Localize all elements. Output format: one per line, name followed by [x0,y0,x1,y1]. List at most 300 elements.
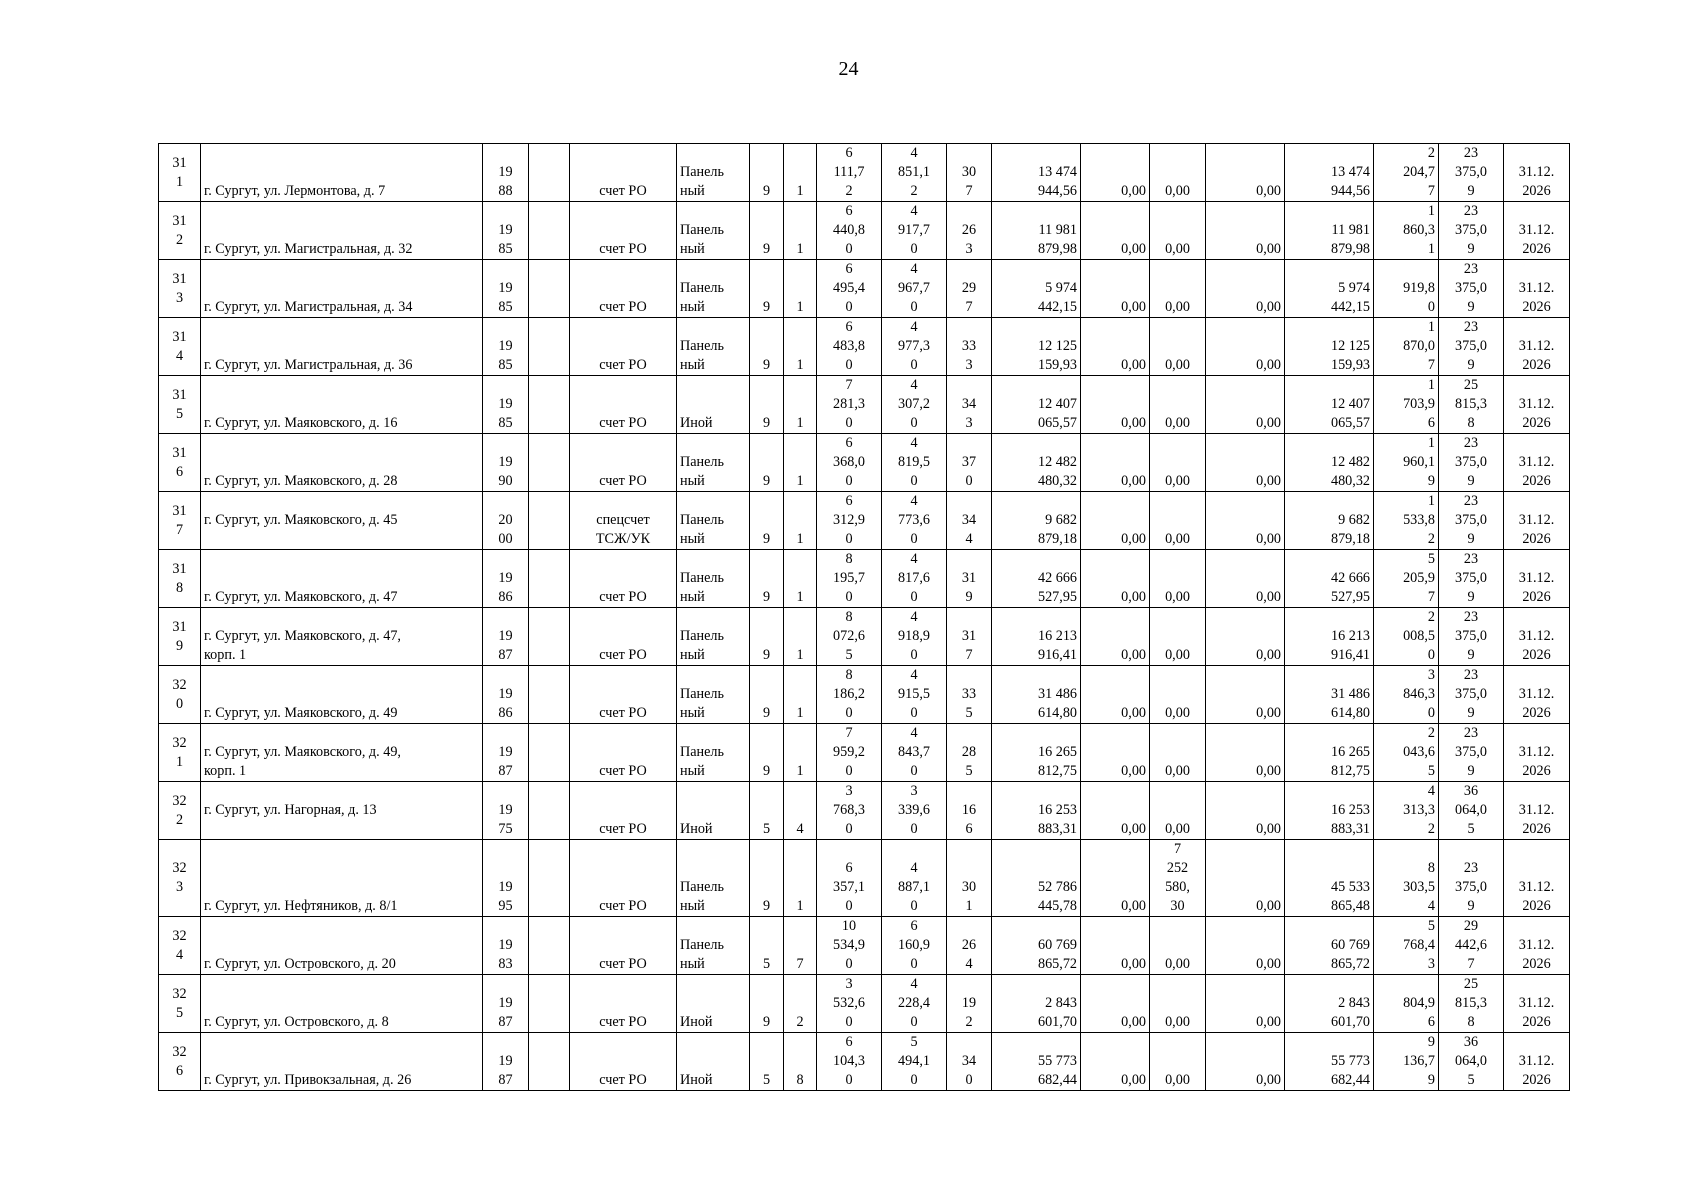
cost-fund-3: 0,00 [1206,202,1285,260]
cost-limit: 23 375,0 9 [1439,840,1504,917]
total-area: 8 186,2 0 [817,666,882,724]
address: г. Сургут, ул. Маяковского, д. 49 [201,666,483,724]
living-area: 4 819,5 0 [882,434,947,492]
cost-total: 9 682 879,18 [992,492,1081,550]
deadline: 31.12. 2026 [1504,376,1570,434]
cost-limit: 23 375,0 9 [1439,434,1504,492]
cost-owners: 11 981 879,98 [1285,202,1374,260]
address: г. Сургут, ул. Островского, д. 8 [201,975,483,1033]
cost-owners: 16 213 916,41 [1285,608,1374,666]
residents: 33 3 [947,318,992,376]
wall-material: Панель ный [677,144,750,202]
cost-limit: 23 375,0 9 [1439,144,1504,202]
empty-cell [529,666,570,724]
deadline: 31.12. 2026 [1504,1033,1570,1091]
year-built: 19 86 [483,550,529,608]
row-number: 31 7 [159,492,201,550]
row-number: 31 5 [159,376,201,434]
wall-material: Иной [677,782,750,840]
floors: 9 [750,666,784,724]
entrances: 1 [784,202,817,260]
living-area: 4 917,7 0 [882,202,947,260]
specific-cost: 1 960,1 9 [1374,434,1439,492]
cost-owners: 16 253 883,31 [1285,782,1374,840]
year-built: 19 87 [483,724,529,782]
year-built: 19 85 [483,318,529,376]
total-area: 6 368,0 0 [817,434,882,492]
cost-total: 31 486 614,80 [992,666,1081,724]
deadline: 31.12. 2026 [1504,492,1570,550]
entrances: 1 [784,318,817,376]
year-built: 19 87 [483,975,529,1033]
deadline: 31.12. 2026 [1504,782,1570,840]
living-area: 4 915,5 0 [882,666,947,724]
empty-cell [529,318,570,376]
floors: 9 [750,434,784,492]
cost-fund-3: 0,00 [1206,975,1285,1033]
floors: 5 [750,917,784,975]
address: г. Сургут, ул. Маяковского, д. 16 [201,376,483,434]
cost-fund-2: 0,00 [1150,550,1206,608]
cost-limit: 23 375,0 9 [1439,550,1504,608]
cost-limit: 23 375,0 9 [1439,202,1504,260]
residents: 31 9 [947,550,992,608]
deadline: 31.12. 2026 [1504,318,1570,376]
row-number: 31 4 [159,318,201,376]
specific-cost: 9 136,7 9 [1374,1033,1439,1091]
cost-owners: 12 125 159,93 [1285,318,1374,376]
year-built: 19 85 [483,202,529,260]
floors: 9 [750,318,784,376]
residents: 30 7 [947,144,992,202]
empty-cell [529,144,570,202]
year-built: 19 90 [483,434,529,492]
year-built: 19 86 [483,666,529,724]
wall-material: Панель ный [677,666,750,724]
total-area: 6 104,3 0 [817,1033,882,1091]
wall-material: Панель ный [677,608,750,666]
total-area: 7 281,3 0 [817,376,882,434]
year-built: 20 00 [483,492,529,550]
cost-fund-1: 0,00 [1081,1033,1150,1091]
funding-method: счет РО [570,376,677,434]
residents: 30 1 [947,840,992,917]
total-area: 6 483,8 0 [817,318,882,376]
residents: 34 4 [947,492,992,550]
entrances: 1 [784,666,817,724]
living-area: 4 851,1 2 [882,144,947,202]
address: г. Сургут, ул. Маяковского, д. 28 [201,434,483,492]
cost-fund-3: 0,00 [1206,434,1285,492]
deadline: 31.12. 2026 [1504,724,1570,782]
cost-owners: 13 474 944,56 [1285,144,1374,202]
address: г. Сургут, ул. Островского, д. 20 [201,917,483,975]
page-number: 24 [838,58,859,80]
residents: 31 7 [947,608,992,666]
living-area: 6 160,9 0 [882,917,947,975]
cost-fund-2: 0,00 [1150,666,1206,724]
floors: 9 [750,840,784,917]
cost-fund-2: 0,00 [1150,975,1206,1033]
floors: 9 [750,202,784,260]
funding-method: счет РО [570,608,677,666]
living-area: 4 307,2 0 [882,376,947,434]
funding-method: счет РО [570,434,677,492]
funding-method: счет РО [570,1033,677,1091]
registry-table [158,143,1570,1091]
funding-method: счет РО [570,975,677,1033]
cost-fund-1: 0,00 [1081,492,1150,550]
entrances: 2 [784,975,817,1033]
address: г. Сургут, ул. Лермонтова, д. 7 [201,144,483,202]
address: г. Сургут, ул. Маяковского, д. 49, корп. 1 [201,724,483,782]
empty-cell [529,434,570,492]
residents: 34 3 [947,376,992,434]
floors: 9 [750,144,784,202]
cost-fund-3: 0,00 [1206,917,1285,975]
cost-fund-3: 0,00 [1206,782,1285,840]
entrances: 7 [784,917,817,975]
address: г. Сургут, ул. Маяковского, д. 47, корп. 1 [201,608,483,666]
cost-owners: 16 265 812,75 [1285,724,1374,782]
entrances: 8 [784,1033,817,1091]
deadline: 31.12. 2026 [1504,666,1570,724]
specific-cost: 5 205,9 7 [1374,550,1439,608]
floors: 9 [750,492,784,550]
wall-material: Панель ный [677,550,750,608]
living-area: 4 977,3 0 [882,318,947,376]
living-area: 4 817,6 0 [882,550,947,608]
wall-material: Панель ный [677,840,750,917]
total-area: 8 195,7 0 [817,550,882,608]
table-row [159,782,1570,840]
address: г. Сургут, ул. Магистральная, д. 34 [201,260,483,318]
cost-total: 5 974 442,15 [992,260,1081,318]
residents: 28 5 [947,724,992,782]
empty-cell [529,550,570,608]
total-area: 3 532,6 0 [817,975,882,1033]
total-area: 6 357,1 0 [817,840,882,917]
living-area: 4 918,9 0 [882,608,947,666]
cost-limit: 23 375,0 9 [1439,608,1504,666]
cost-fund-2: 0,00 [1150,608,1206,666]
cost-owners: 9 682 879,18 [1285,492,1374,550]
table-row [159,550,1570,608]
cost-fund-1: 0,00 [1081,782,1150,840]
living-area: 4 887,1 0 [882,840,947,917]
residents: 34 0 [947,1033,992,1091]
table-row [159,318,1570,376]
wall-material: Панель ный [677,917,750,975]
cost-limit: 23 375,0 9 [1439,492,1504,550]
cost-owners: 12 482 480,32 [1285,434,1374,492]
entrances: 1 [784,376,817,434]
cost-fund-2: 0,00 [1150,917,1206,975]
deadline: 31.12. 2026 [1504,144,1570,202]
residents: 26 4 [947,917,992,975]
cost-owners: 60 769 865,72 [1285,917,1374,975]
row-number: 31 8 [159,550,201,608]
floors: 9 [750,975,784,1033]
entrances: 1 [784,492,817,550]
cost-owners: 31 486 614,80 [1285,666,1374,724]
year-built: 19 87 [483,608,529,666]
specific-cost: 4 313,3 2 [1374,782,1439,840]
cost-total: 12 125 159,93 [992,318,1081,376]
cost-total: 16 213 916,41 [992,608,1081,666]
year-built: 19 75 [483,782,529,840]
wall-material: Панель ный [677,434,750,492]
empty-cell [529,260,570,318]
row-number: 31 2 [159,202,201,260]
funding-method: счет РО [570,144,677,202]
empty-cell [529,975,570,1033]
specific-cost: 2 204,7 7 [1374,144,1439,202]
floors: 9 [750,608,784,666]
empty-cell [529,782,570,840]
entrances: 1 [784,608,817,666]
wall-material: Панель ный [677,492,750,550]
cost-fund-3: 0,00 [1206,144,1285,202]
living-area: 3 339,6 0 [882,782,947,840]
deadline: 31.12. 2026 [1504,434,1570,492]
cost-owners: 12 407 065,57 [1285,376,1374,434]
cost-fund-2: 0,00 [1150,376,1206,434]
cost-fund-2: 0,00 [1150,318,1206,376]
living-area: 4 967,7 0 [882,260,947,318]
specific-cost: 3 846,3 0 [1374,666,1439,724]
total-area: 6 440,8 0 [817,202,882,260]
residents: 33 5 [947,666,992,724]
wall-material: Панель ный [677,202,750,260]
address: г. Сургут, ул. Маяковского, д. 47 [201,550,483,608]
deadline: 31.12. 2026 [1504,202,1570,260]
residents: 19 2 [947,975,992,1033]
address: г. Сургут, ул. Маяковского, д. 45 [201,492,483,550]
specific-cost: 804,9 6 [1374,975,1439,1033]
cost-fund-1: 0,00 [1081,202,1150,260]
address: г. Сургут, ул. Нефтяников, д. 8/1 [201,840,483,917]
specific-cost: 1 860,3 1 [1374,202,1439,260]
address: г. Сургут, ул. Магистральная, д. 36 [201,318,483,376]
address: г. Сургут, ул. Нагорная, д. 13 [201,782,483,840]
cost-total: 16 253 883,31 [992,782,1081,840]
cost-fund-3: 0,00 [1206,724,1285,782]
residents: 16 6 [947,782,992,840]
row-number: 32 2 [159,782,201,840]
row-number: 32 4 [159,917,201,975]
deadline: 31.12. 2026 [1504,608,1570,666]
row-number: 31 6 [159,434,201,492]
total-area: 10 534,9 0 [817,917,882,975]
cost-limit: 23 375,0 9 [1439,318,1504,376]
floors: 9 [750,550,784,608]
cost-fund-2: 0,00 [1150,144,1206,202]
row-number: 31 1 [159,144,201,202]
table-row [159,917,1570,975]
row-number: 32 3 [159,840,201,917]
entrances: 4 [784,782,817,840]
specific-cost: 1 870,0 7 [1374,318,1439,376]
empty-cell [529,1033,570,1091]
cost-fund-3: 0,00 [1206,608,1285,666]
table-row [159,724,1570,782]
specific-cost: 8 303,5 4 [1374,840,1439,917]
specific-cost: 2 008,5 0 [1374,608,1439,666]
cost-limit: 29 442,6 7 [1439,917,1504,975]
empty-cell [529,840,570,917]
cost-owners: 45 533 865,48 [1285,840,1374,917]
empty-cell [529,724,570,782]
year-built: 19 85 [483,260,529,318]
floors: 5 [750,1033,784,1091]
cost-total: 12 482 480,32 [992,434,1081,492]
table-row [159,376,1570,434]
specific-cost: 1 533,8 2 [1374,492,1439,550]
total-area: 6 312,9 0 [817,492,882,550]
cost-total: 55 773 682,44 [992,1033,1081,1091]
cost-owners: 2 843 601,70 [1285,975,1374,1033]
total-area: 7 959,2 0 [817,724,882,782]
empty-cell [529,917,570,975]
cost-fund-2: 0,00 [1150,202,1206,260]
wall-material: Иной [677,376,750,434]
cost-fund-1: 0,00 [1081,260,1150,318]
cost-fund-1: 0,00 [1081,434,1150,492]
row-number: 32 5 [159,975,201,1033]
cost-fund-1: 0,00 [1081,318,1150,376]
funding-method: счет РО [570,724,677,782]
year-built: 19 83 [483,917,529,975]
table-row [159,840,1570,917]
specific-cost: 5 768,4 3 [1374,917,1439,975]
cost-fund-3: 0,00 [1206,1033,1285,1091]
cost-fund-3: 0,00 [1206,840,1285,917]
cost-limit: 25 815,3 8 [1439,975,1504,1033]
address: г. Сургут, ул. Привокзальная, д. 26 [201,1033,483,1091]
cost-total: 52 786 445,78 [992,840,1081,917]
cost-fund-3: 0,00 [1206,376,1285,434]
cost-fund-2: 0,00 [1150,492,1206,550]
empty-cell [529,492,570,550]
funding-method: счет РО [570,550,677,608]
table-row [159,144,1570,202]
table-row [159,260,1570,318]
wall-material: Панель ный [677,260,750,318]
funding-method: спецсчет ТСЖ/УК [570,492,677,550]
funding-method: счет РО [570,202,677,260]
address: г. Сургут, ул. Магистральная, д. 32 [201,202,483,260]
cost-total: 12 407 065,57 [992,376,1081,434]
row-number: 32 1 [159,724,201,782]
empty-cell [529,608,570,666]
living-area: 5 494,1 0 [882,1033,947,1091]
total-area: 6 495,4 0 [817,260,882,318]
cost-owners: 42 666 527,95 [1285,550,1374,608]
specific-cost: 919,8 0 [1374,260,1439,318]
cost-total: 13 474 944,56 [992,144,1081,202]
row-number: 31 3 [159,260,201,318]
table-row [159,492,1570,550]
cost-limit: 23 375,0 9 [1439,724,1504,782]
funding-method: счет РО [570,917,677,975]
cost-total: 16 265 812,75 [992,724,1081,782]
table-row [159,975,1570,1033]
entrances: 1 [784,144,817,202]
cost-fund-2: 0,00 [1150,260,1206,318]
cost-fund-3: 0,00 [1206,260,1285,318]
cost-fund-1: 0,00 [1081,666,1150,724]
deadline: 31.12. 2026 [1504,550,1570,608]
cost-fund-1: 0,00 [1081,840,1150,917]
entrances: 1 [784,550,817,608]
year-built: 19 88 [483,144,529,202]
cost-fund-1: 0,00 [1081,144,1150,202]
cost-fund-1: 0,00 [1081,550,1150,608]
total-area: 6 111,7 2 [817,144,882,202]
specific-cost: 2 043,6 5 [1374,724,1439,782]
deadline: 31.12. 2026 [1504,840,1570,917]
cost-fund-1: 0,00 [1081,608,1150,666]
wall-material: Панель ный [677,318,750,376]
row-number: 31 9 [159,608,201,666]
empty-cell [529,376,570,434]
funding-method: счет РО [570,260,677,318]
row-number: 32 0 [159,666,201,724]
living-area: 4 228,4 0 [882,975,947,1033]
cost-fund-3: 0,00 [1206,666,1285,724]
cost-total: 42 666 527,95 [992,550,1081,608]
cost-fund-1: 0,00 [1081,724,1150,782]
wall-material: Иной [677,1033,750,1091]
cost-fund-3: 0,00 [1206,492,1285,550]
residents: 29 7 [947,260,992,318]
floors: 5 [750,782,784,840]
funding-method: счет РО [570,318,677,376]
entrances: 1 [784,260,817,318]
entrances: 1 [784,840,817,917]
table-row [159,1033,1570,1091]
table-row [159,434,1570,492]
deadline: 31.12. 2026 [1504,917,1570,975]
cost-fund-2: 0,00 [1150,782,1206,840]
cost-owners: 55 773 682,44 [1285,1033,1374,1091]
cost-limit: 23 375,0 9 [1439,260,1504,318]
wall-material: Иной [677,975,750,1033]
deadline: 31.12. 2026 [1504,975,1570,1033]
cost-limit: 36 064,0 5 [1439,1033,1504,1091]
cost-total: 60 769 865,72 [992,917,1081,975]
cost-fund-3: 0,00 [1206,318,1285,376]
specific-cost: 1 703,9 6 [1374,376,1439,434]
floors: 9 [750,724,784,782]
residents: 37 0 [947,434,992,492]
table-row [159,608,1570,666]
cost-limit: 36 064,0 5 [1439,782,1504,840]
table-row [159,666,1570,724]
cost-fund-2: 0,00 [1150,724,1206,782]
funding-method: счет РО [570,666,677,724]
row-number: 32 6 [159,1033,201,1091]
residents: 26 3 [947,202,992,260]
cost-fund-3: 0,00 [1206,550,1285,608]
funding-method: счет РО [570,782,677,840]
living-area: 4 773,6 0 [882,492,947,550]
wall-material: Панель ный [677,724,750,782]
table-row [159,202,1570,260]
cost-owners: 5 974 442,15 [1285,260,1374,318]
empty-cell [529,202,570,260]
